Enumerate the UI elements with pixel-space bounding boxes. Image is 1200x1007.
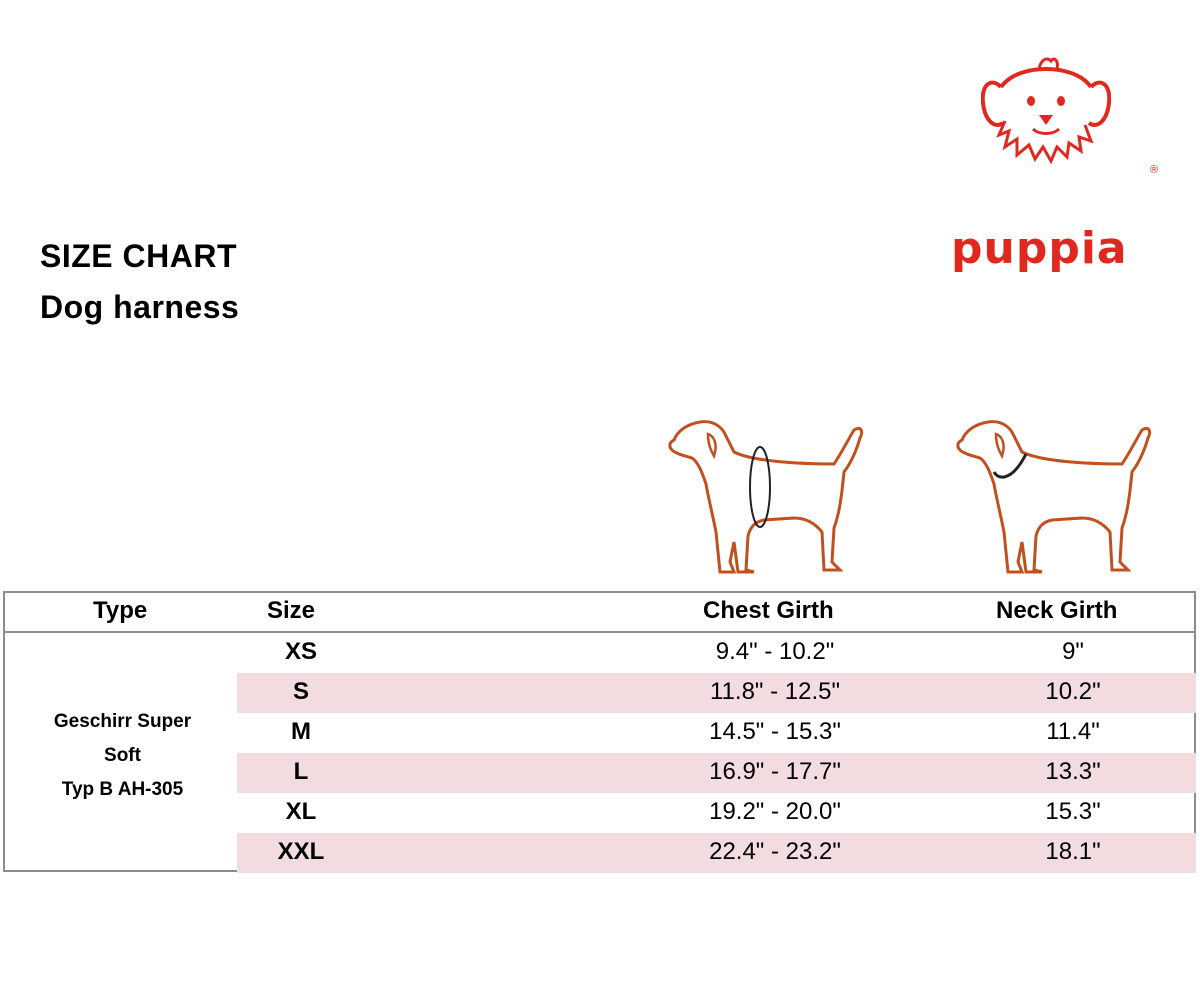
header-neck-girth: Neck Girth (996, 597, 1118, 624)
chest-cell: 9.4" - 10.2" (715, 638, 835, 665)
dog-neck-girth-icon (952, 412, 1157, 582)
neck-cell: 15.3" (1045, 798, 1101, 825)
registered-mark: ® (1150, 164, 1159, 176)
dog-face-logo-icon (981, 55, 1111, 170)
size-cell: S (292, 678, 309, 705)
chest-cell: 22.4" - 23.2" (709, 838, 841, 865)
neck-cell: 18.1" (1045, 838, 1101, 865)
neck-girth-illustration (952, 412, 1157, 582)
table-row (237, 673, 1196, 713)
chest-girth-illustration (664, 412, 869, 582)
product-type-line: Geschirr Super (53, 711, 192, 732)
header-type: Type (93, 597, 148, 624)
size-cell: XS (284, 638, 317, 665)
neck-cell: 10.2" (1045, 678, 1101, 705)
size-table (3, 591, 1196, 872)
table-row (237, 793, 1196, 833)
table-row (237, 753, 1196, 793)
brand-logo (945, 55, 1175, 274)
chest-cell: 11.8" - 12.5" (709, 678, 840, 705)
size-cell: M (291, 718, 311, 745)
header-size: Size (267, 597, 316, 624)
product-type (15, 705, 230, 807)
table-header (5, 593, 1194, 633)
chest-cell: 16.9" - 17.7" (709, 758, 841, 785)
neck-cell: 11.4" (1046, 718, 1100, 745)
table-row (237, 633, 1196, 673)
brand-wordmark: puppia (951, 223, 1128, 274)
chest-cell: 19.2" - 20.0" (709, 798, 841, 825)
size-cell: XL (285, 798, 317, 825)
product-type-line: Soft (104, 745, 141, 766)
page-subtitle: Dog harness (40, 289, 240, 325)
product-type-line: Typ B AH-305 (61, 779, 184, 800)
chest-cell: 14.5" - 15.3" (709, 718, 841, 745)
size-cell: L (293, 758, 309, 785)
dog-chest-girth-icon (664, 412, 869, 582)
page-title: SIZE CHART (40, 238, 237, 274)
neck-cell: 9" (1062, 638, 1084, 665)
size-cell: XXL (277, 838, 325, 865)
neck-cell: 13.3" (1045, 758, 1101, 785)
table-row (237, 833, 1196, 873)
header-chest-girth: Chest Girth (703, 597, 834, 624)
table-row (237, 713, 1196, 753)
